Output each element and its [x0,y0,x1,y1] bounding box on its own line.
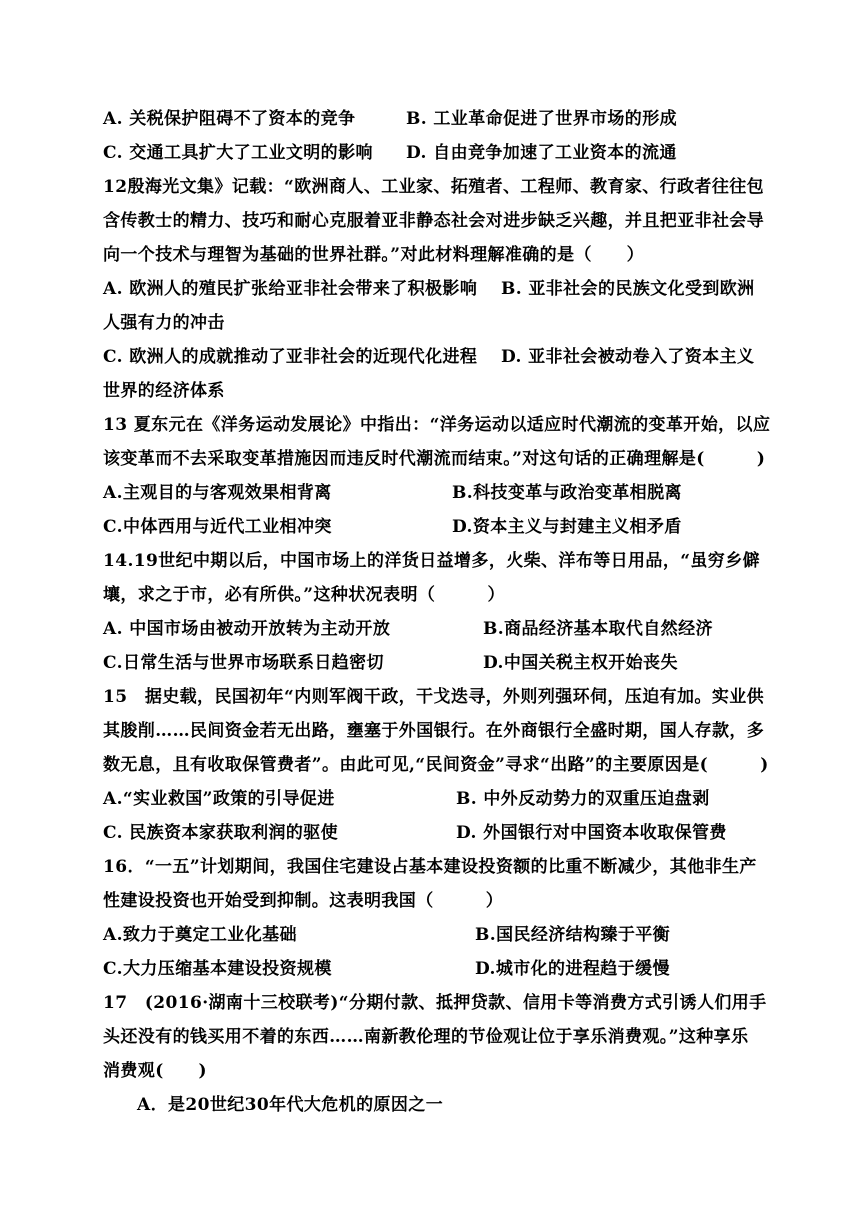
q15-stem-line-2: 其朘削……民间资金若无出路，壅塞于外国银行。在外商银行全盛时期，国人存款，多 [103,721,765,741]
q12-option-cd-line-2: 世界的经济体系 [103,381,225,401]
q13-stem-line-2: 该变革而不去采取变革措施因而违反时代潮流而结束。”对这句话的正确理解是( ) [103,449,766,469]
q13-option-c: C.中体西用与近代工业相冲突 [103,517,332,537]
q17-stem-line-3: 消费观( ) [103,1061,207,1081]
q13-option-d: D.资本主义与封建主义相矛盾 [452,517,682,537]
q16-stem-line-1: 16．“一五”计划期间，我国住宅建设占基本建设投资额的比重不断减少，其他非生产 [103,857,757,877]
q15-stem-line-1: 15 据史载，民国初年“内则军阀干政，干戈迭寻，外则列强环伺，压迫有加。实业供 [103,687,765,707]
q12-option-ab-line-1: A. 欧洲人的殖民扩张给亚非社会带来了积极影响 B. 亚非社会的民族文化受到欧洲 [103,279,755,299]
q12-stem-line-3: 向一个技术与理智为基础的世界社群。”对此材料理解准确的是（ ） [103,245,645,265]
q13-option-b: B.科技变革与政治变革相脱离 [452,483,682,503]
q14-option-a: A. 中国市场由被动开放转为主动开放 [103,619,391,639]
q17-stem-line-2: 头还没有的钱买用不着的东西……南新教伦理的节俭观让位于享乐消费观。”这种享乐 [103,1027,749,1047]
q12-stem-line-2: 含传教士的精力、技巧和耐心克服着亚非静态社会对进步缺乏兴趣，并且把亚非社会导 [103,211,765,231]
q14-stem-line-1: 14.19世纪中期以后，中国市场上的洋货日益增多，火柴、洋布等日用品，“虽穷乡僻 [103,551,761,571]
q15-option-c: C. 民族资本家获取利润的驱使 [103,823,339,843]
q12-option-cd-line-1: C. 欧洲人的成就推动了亚非社会的近现代化进程 D. 亚非社会被动卷入了资本主义 [103,347,755,367]
q17-stem-line-1: 17 (2016·湖南十三校联考)“分期付款、抵押贷款、信用卡等消费方式引诱人们用手 [103,993,767,1013]
q16-option-d: D.城市化的进程趋于缓慢 [475,959,670,979]
q13-stem-line-1: 13 夏东元在《洋务运动发展论》中指出：“洋务运动以适应时代潮流的变革开始，以应 [103,415,771,435]
q11-option-a: A. 关税保护阻碍不了资本的竞争 [103,109,356,129]
q12-option-ab-line-2: 人强有力的冲击 [103,313,225,333]
q12-stem-line-1: 12殷海光文集》记载：“欧洲商人、工业家、拓殖者、工程师、教育家、行政者往往包 [103,177,765,197]
q15-option-a: A.“实业救国”政策的引导促进 [103,789,335,809]
q17-option-a: A．是20世纪30年代大危机的原因之一 [137,1095,444,1115]
q14-option-b: B.商品经济基本取代自然经济 [483,619,713,639]
q13-option-a: A.主观目的与客观效果相背离 [103,483,332,503]
q15-option-b: B. 中外反动势力的双重压迫盘剥 [456,789,710,809]
q14-option-c: C.日常生活与世界市场联系日趋密切 [103,653,384,673]
q11-option-c: C. 交通工具扩大了工业文明的影响 [103,143,373,163]
q14-stem-line-2: 壤，求之于市，必有所供。”这种状况表明（ ） [103,585,505,605]
q14-option-d: D.中国关税主权开始丧失 [483,653,678,673]
q16-option-b: B.国民经济结构臻于平衡 [475,925,671,945]
q15-option-d: D. 外国银行对中国资本收取保管费 [456,823,727,843]
q16-option-a: A.致力于奠定工业化基础 [103,925,297,945]
q16-stem-line-2: 性建设投资也开始受到抑制。这表明我国（ ） [103,891,504,911]
q11-option-d: D. 自由竞争加速了工业资本的流通 [406,143,677,163]
q11-option-b: B. 工业革命促进了世界市场的形成 [406,109,678,129]
q15-stem-line-3: 数无息，且有收取保管费者”。由此可见,“民间资金”寻求“出路”的主要原因是( ) [103,755,769,775]
q16-option-c: C.大力压缩基本建设投资规模 [103,959,332,979]
